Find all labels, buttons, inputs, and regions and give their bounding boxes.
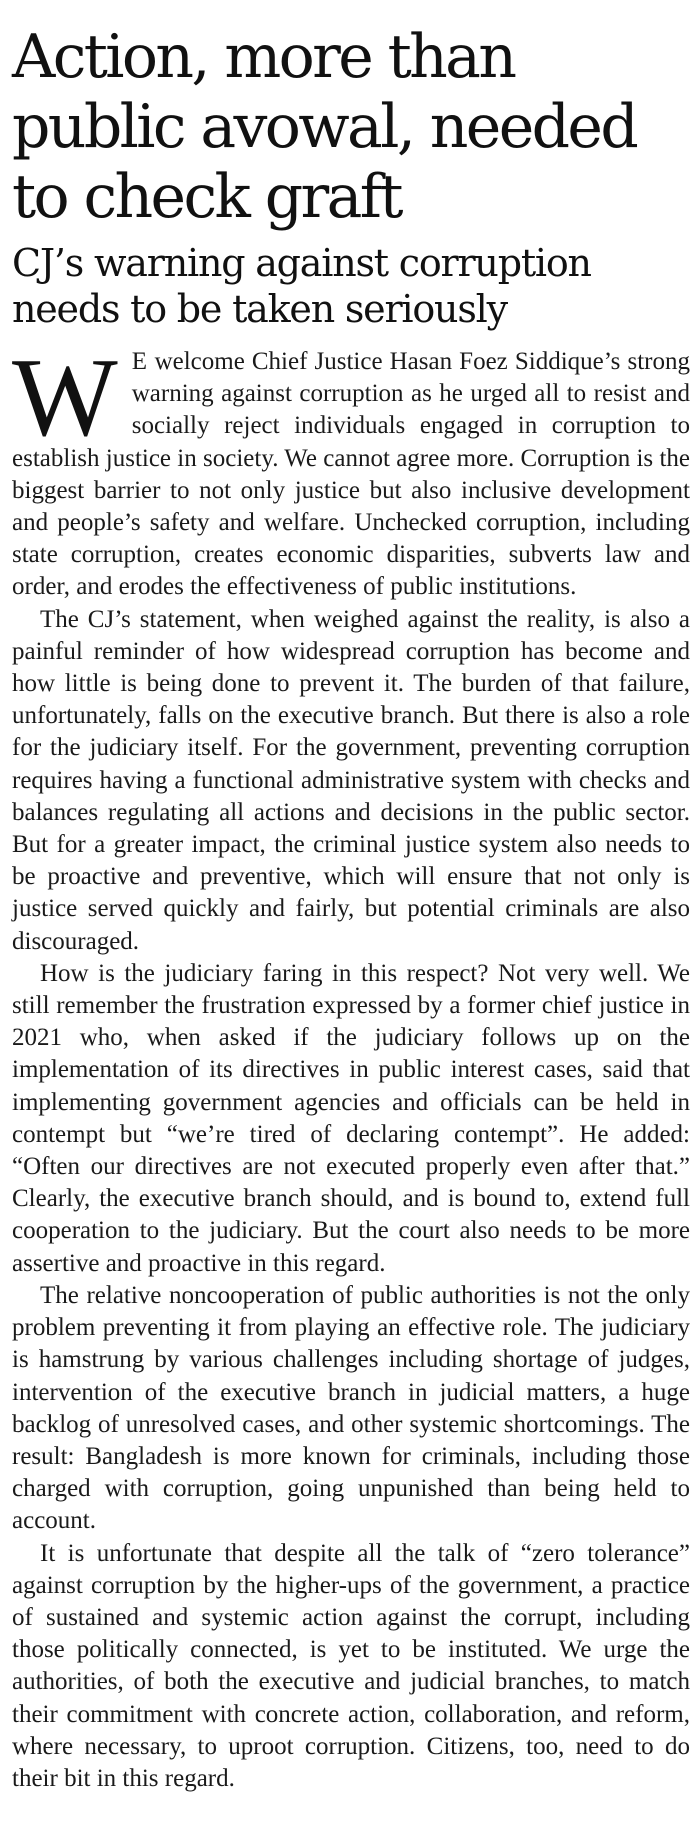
paragraph-3: How is the judiciary faring in this respect? Not very well. We still remember the frustration expressed by a former chief justice in 2021 who, when asked if the judiciary follows up on the implementation of its directives in public interest cases, said that implementing government agencies and officials can be held in contempt but “we’re tired of declaring contempt”. He added: “Often our directives are not executed properly even after that.” Clearly, the executive branch should, and is bound to, extend full cooperation to the judiciary. But the court also needs to be more assertive and proactive in this regard. xyxy=(12,959,690,1277)
paragraph-4: The relative noncooperation of public authorities is not the only problem preventing it from playing an effective role. The judiciary is hamstrung by various challenges including shortage of judges, intervention of the executive branch in judicial matters, a huge backlog of unresolved cases, and other systemic shortcomings. The result: Bangladesh is more known for criminals, including those charged with corruption, going unpunished than being held to account. xyxy=(12,1281,690,1535)
subheadline: CJ’s warning against corruption needs to be taken seriously xyxy=(12,241,591,331)
lead-caps: E xyxy=(131,348,148,375)
article-body xyxy=(12,336,690,1795)
paragraph-5: It is unfortunate that despite all the talk of “zero tolerance” against corruption by the higher-ups of the government, a practice of sustained and systemic action against the corrupt, including those politically connected, is yet to be instituted. We urge the authorities, of both the executive and judicial branches, to match their commitment with concrete action, collaboration, and reform, where necessary, to uproot corruption. Citizens, too, need to do their bit in this regard. xyxy=(12,1539,690,1792)
drop-cap: W xyxy=(12,336,118,460)
headline: Action, more than public avowal, needed to check graft xyxy=(12,22,637,232)
paragraph-1-text: welcome Chief Justice Hasan Foez Siddique’s strong warning against corruption as he urged all to resist and socially reject individuals engaged in corruption to establish justice in society. We cannot agree more. Corruption is the biggest barrier to not only justice but also inclusive development and people’s safety and welfare. Unchecked corruption, including state corruption, creates economic disparities, subverts law and order, and erodes the effectiveness of public institutions. xyxy=(12,348,690,601)
paragraph-2: The CJ’s statement, when weighed against the reality, is also a painful reminder of how widespread corruption has become and how little is being done to prevent it. The burden of that failure, unfortunately, falls on the executive branch. But there is also a role for the judiciary itself. For the government, preventing corruption requires having a functional administrative system with checks and balances regulating all actions and decisions in the public sector. But for a greater impact, the criminal justice system also needs to be proactive and preventive, which will ensure that not only is justice served quickly and fairly, but potential criminals are also discouraged. xyxy=(12,605,690,955)
paragraph-1 xyxy=(12,336,690,604)
